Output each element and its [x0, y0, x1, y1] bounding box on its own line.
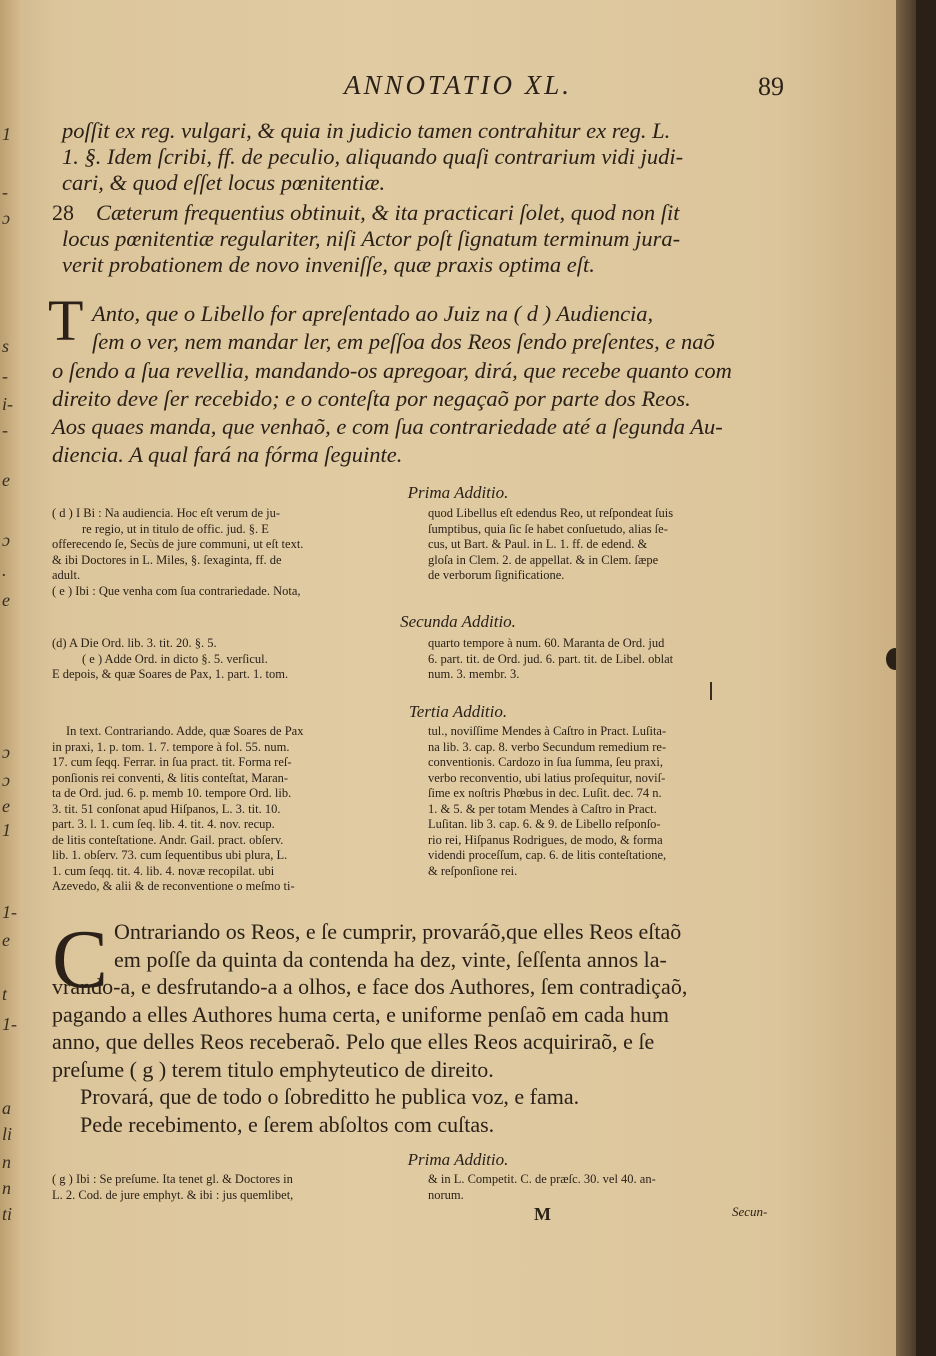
body-line: pagando a elles Authores huma certa, e uniforme penſaõ em cada hum	[52, 1001, 669, 1027]
margin-glyph: .	[2, 560, 7, 580]
addition-right-column	[428, 724, 796, 879]
margin-glyph: 1-	[2, 902, 17, 922]
note-line: gloſa in Clem. 2. de appellat. & in Clem. ſæpe	[428, 552, 659, 567]
margin-glyph: ɔ	[2, 742, 10, 762]
addition-right-column	[428, 1172, 796, 1203]
note-line: & reſponſione rei.	[428, 863, 518, 878]
latin-line: Cæterum frequentius obtinuit, & ita practicari ſolet, quod non ſit	[96, 200, 680, 225]
latin-block	[62, 118, 792, 196]
note-line: ( e ) Ibi : Que venha com ſua contrariedade. Nota,	[52, 583, 301, 598]
note-line: quarto tempore à num. 60. Maranta de Ord. jud	[428, 636, 665, 650]
margin-glyph: a	[2, 1098, 11, 1118]
drop-initial-t: T	[48, 288, 84, 353]
note-line: offerecendo ſe, Secùs de jure communi, ut eſt text.	[52, 537, 304, 551]
note-line: adult.	[52, 568, 81, 582]
catchword: Secun-	[732, 1204, 768, 1219]
note-line: E depois, & quæ Soares de Pax, 1. part. 1. tom.	[52, 667, 289, 681]
body-line: em poſſe da quinta da contenda ha dez, vinte, ſeſſenta annos la-	[114, 946, 667, 972]
note-line: ponſionis rei conventi, & litis conteſtat, Maran-	[52, 770, 289, 785]
margin-glyph: ti	[2, 1204, 13, 1224]
margin-glyph: i-	[2, 394, 13, 414]
margin-glyph: t	[2, 984, 8, 1004]
margin-glyph: ɔ	[2, 530, 10, 550]
margin-glyph: e	[2, 590, 10, 610]
note-line: rio rei, Hiſpanus Rodrigues, de modo, & forma	[428, 832, 663, 847]
addition-left-column	[52, 636, 420, 683]
addition-right-column	[428, 506, 796, 584]
ink-stroke	[710, 682, 712, 700]
portuguese-line: diencia. A qual fará na fórma ſeguinte.	[52, 442, 403, 467]
margin-glyph: -	[2, 366, 8, 386]
note-line: ſumptibus, quia ſic ſe habet conſuetudo, alias ſe-	[428, 521, 668, 536]
item-number: 28	[52, 200, 74, 225]
note-line: videndi proceſſum, cap. 6. de litis conteſtatione,	[428, 848, 667, 862]
portuguese-line: direito deve ſer recebido; e o conteſta por negaçaõ por parte dos Reos.	[52, 386, 691, 411]
note-line: & ibi Doctores in L. Miles, §. ſexaginta, ff. de	[52, 552, 282, 567]
body-line: Provará, que de todo o ſobreditto he publica voz, e fama.	[80, 1084, 580, 1109]
note-line: lib. 1. obſerv. 73. cum ſequentibus ubi plura, L.	[52, 848, 288, 862]
note-line: in praxi, 1. p. tom. 1. 7. tempore à fol. 55. num.	[52, 739, 290, 754]
margin-glyph: -	[2, 182, 8, 202]
margin-glyph: n	[2, 1152, 11, 1172]
note-line: verbo reconventio, ubi latius proſequitur, noviſ-	[428, 770, 666, 785]
addition-right-column	[428, 636, 796, 683]
note-line: L. 2. Cod. de jure emphyt. & ibi : jus quemlibet,	[52, 1187, 294, 1202]
addition-heading: Secunda Additio.	[400, 612, 516, 631]
note-line: 6. part. tit. de Ord. jud. 6. part. tit. de Libel. oblat	[428, 651, 674, 666]
note-line: part. 3. l. 1. cum ſeq. lib. 4. tit. 4. nov. recup.	[52, 817, 275, 831]
margin-glyph: e	[2, 470, 10, 490]
page-number: 89	[758, 72, 784, 101]
margin-glyph: 1-	[2, 1014, 17, 1034]
latin-line: 1. §. Idem ſcribi, ff. de peculio, aliquando quaſi contrarium vidi judi-	[62, 144, 684, 169]
note-line: 17. cum ſeqq. Ferrar. in ſua pract. tit. Forma reſ-	[52, 755, 292, 769]
portuguese-line: ſem o ver, nem mandar ler, em peſſoa dos Reos ſendo preſentes, e naõ	[92, 329, 715, 354]
addition-heading: Prima Additio.	[407, 483, 509, 502]
margin-glyph: li	[2, 1124, 13, 1144]
note-line: In text. Contrariando. Adde, quæ Soares de Pax	[66, 724, 304, 738]
margin-glyph: ɔ	[2, 770, 10, 790]
note-line: & in L. Competit. C. de præſc. 30. vel 40. an-	[428, 1172, 656, 1186]
note-line: ( g ) Ibi : Se preſume. Ita tenet gl. & Doctores in	[52, 1172, 293, 1186]
note-line: Azevedo, & alii & de reconventione o meſmo ti-	[52, 879, 295, 893]
note-line: de verborum ſignificatione.	[428, 568, 565, 582]
body-line: Pede recebimento, e ſerem abſoltos com cuſtas.	[80, 1111, 495, 1137]
body-line: preſume ( g ) terem titulo emphyteutico de direito.	[52, 1056, 494, 1082]
note-line: ta de Ord. jud. 6. p. memb 10. tempore Ord. lib.	[52, 786, 292, 800]
latin-line: poſſit ex reg. vulgari, & quia in judicio tamen contrahitur ex reg. L.	[62, 118, 671, 143]
margin-glyph: ɔ	[2, 208, 10, 228]
addition-left-column	[52, 724, 420, 895]
margin-glyph: s	[2, 336, 10, 356]
margin-glyph: 1	[2, 124, 11, 144]
body-line: vrando-a, e desfrutando-a a olhos, e face dos Authores, ſem contradiçaõ,	[52, 974, 688, 999]
note-line: ( d ) I Bi : Na audiencia. Hoc eſt verum de ju-	[52, 506, 281, 520]
addition-left-column	[52, 1172, 420, 1203]
note-line: na lib. 3. cap. 8. verbo Secundum remedium re-	[428, 739, 667, 754]
drop-initial-c: C	[52, 913, 109, 1006]
note-line: num. 3. membr. 3.	[428, 667, 520, 681]
latin-line: cari, & quod eſſet locus pœnitentiæ.	[62, 170, 386, 195]
latin-line: verit probationem de novo inveniſſe, quæ praxis optima eſt.	[62, 252, 595, 277]
portuguese-line: Aos quaes manda, que venhaõ, e com ſua contrariedade até a ſegunda Au-	[52, 414, 723, 439]
note-line: de litis conteſtatione. Andr. Gail. pract. obſerv.	[52, 832, 284, 847]
contrariedade-text	[52, 913, 792, 1138]
body-line: anno, que delles Reos receberaõ. Pelo que elles Reos acquiriraõ, e ſe	[52, 1029, 655, 1054]
note-line: 1. cum ſeqq. tit. 4. lib. 4. novæ recopilat. ubi	[52, 863, 275, 878]
page-edge	[896, 0, 916, 1356]
note-line: ( e ) Adde Ord. in dicto §. 5. verſicul.	[82, 651, 268, 666]
portuguese-line: o ſendo a ſua revellia, mandando-os apregoar, dirá, que recebe quanto com	[52, 358, 732, 383]
margin-glyph: e	[2, 930, 10, 950]
note-line: 1. & 5. & per totam Mendes à Caſtro in Pract.	[428, 801, 657, 816]
running-head: ANNOTATIO XL.	[343, 70, 573, 100]
note-line: cus, ut Bart. & Paul. in L. 1. ff. de edend. &	[428, 537, 648, 551]
note-line: re regio, ut in titulo de offic. jud. §. E	[82, 521, 269, 536]
margin-glyph: 1	[2, 820, 11, 840]
latin-line: locus pœnitentiæ regulariter, niſi Actor poſt ſignatum terminum jura-	[62, 226, 681, 251]
note-line: Luſitan. lib 3. cap. 6. & 9. de Libello reſponſo-	[428, 817, 661, 831]
addition-left-column	[52, 506, 420, 599]
margin-glyph: n	[2, 1178, 11, 1198]
note-line: norum.	[428, 1187, 464, 1202]
addition-heading: Tertia Additio.	[408, 702, 508, 721]
note-line: conventionis. Cardozo in ſua ſumma, ſeu praxi,	[428, 755, 664, 769]
note-line: (d) A Die Ord. lib. 3. tit. 20. §. 5.	[52, 636, 217, 650]
note-line: quod Libellus eſt edendus Reo, ut reſpondeat ſuis	[428, 506, 674, 520]
note-line: tul., noviſſime Mendes à Caſtro in Pract. Luſita-	[428, 724, 667, 738]
body-line: Ontrariando os Reos, e ſe cumprir, provaráõ,que elles Reos eſtaõ	[114, 919, 682, 944]
portuguese-line: Anto, que o Libello for apreſentado ao Juiz na ( d ) Audiencia,	[92, 301, 654, 326]
note-line: ſime ex noſtris Phœbus in dec. Luſit. dec. 74 n.	[428, 786, 662, 800]
note-line: 3. tit. 51 conſonat apud Hiſpanos, L. 3. tit. 10.	[52, 801, 281, 816]
addition-heading: Prima Additio.	[407, 1150, 509, 1169]
signature-mark: M	[534, 1204, 551, 1224]
margin-glyph: -	[2, 420, 8, 440]
margin-glyph: e	[2, 796, 10, 816]
